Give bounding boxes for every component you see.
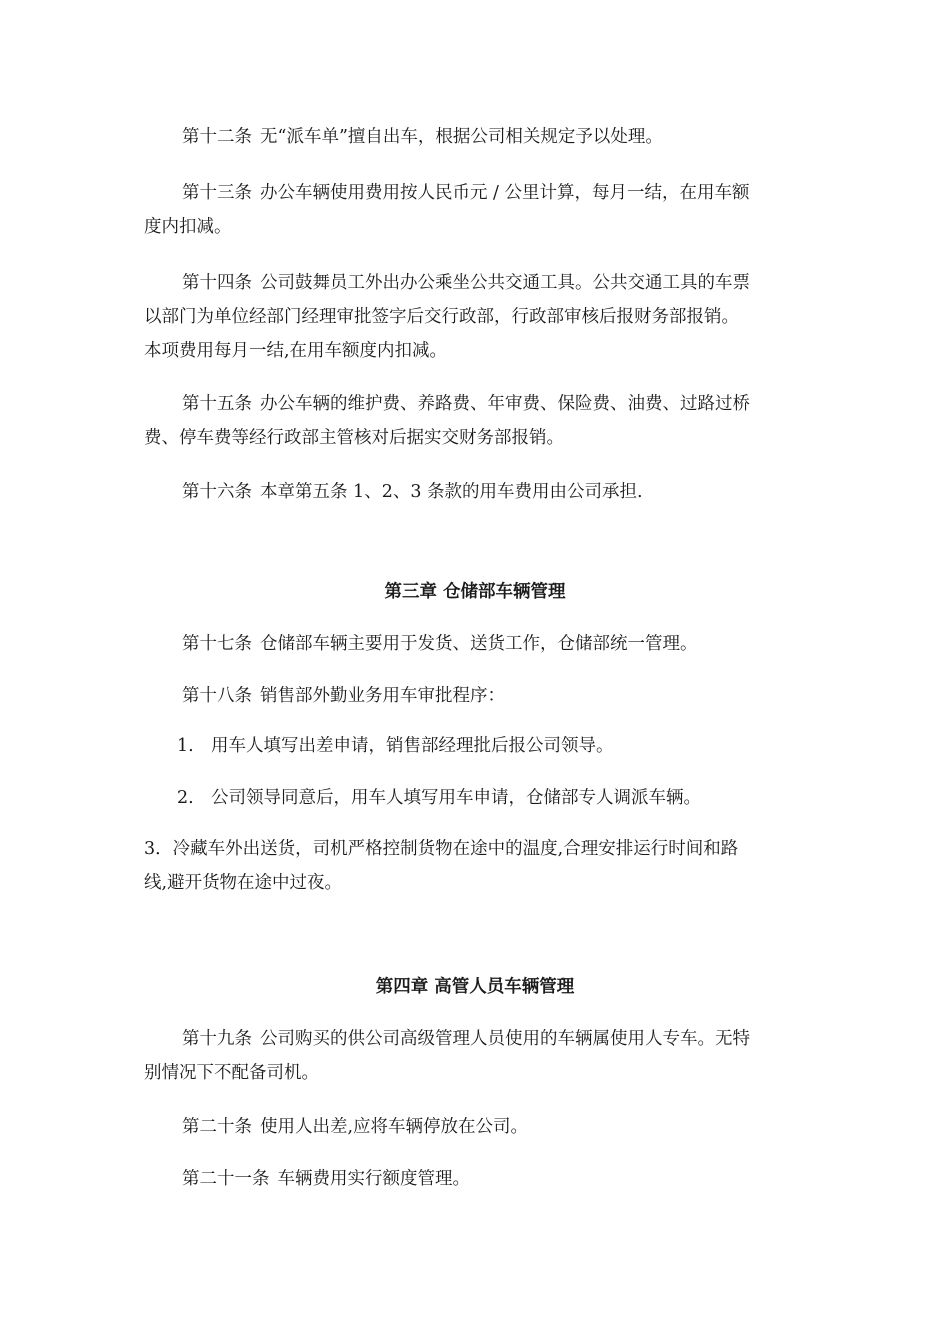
article-text-line: 别情况下不配备司机。 [144,1063,319,1083]
list-item-3 [144,832,814,900]
article-text: 无“派车单”擅自出车，根据公司相关规定予以处理。 [260,127,663,147]
article-20 [144,1110,814,1144]
article-text-line: 办公车辆使用费用按人民币元 / 公里计算，每月一结，在用车额 [260,183,750,203]
article-text-line: 以部门为单位经部门经理审批签字后交行政部，行政部审核后报财务部报销。 [144,307,739,327]
list-text-line: 线,避开货物在途中过夜。 [144,873,343,893]
article-21 [144,1162,814,1196]
list-text-line: 3．冷藏车外出送货，司机严格控制货物在途中的温度,合理安排运行时间和路 [144,839,739,859]
article-number: 第十三条 [182,183,252,203]
article-number: 第十四条 [182,273,252,293]
article-19 [144,1022,814,1090]
list-item-2 [177,781,817,815]
article-14 [144,266,814,368]
article-16 [144,475,814,509]
article-text-line: 公司鼓舞员工外出办公乘坐公共交通工具。公共交通工具的车票 [260,273,750,293]
article-text: 本章第五条 1、2、3 条款的用车费用由公司承担. [260,482,643,502]
chapter-3-heading: 第三章 仓储部车辆管理 [384,582,566,602]
article-text-line: 公司购买的供公司高级管理人员使用的车辆属使用人专车。无特 [260,1029,750,1049]
article-12 [144,120,814,154]
list-number: 2. [177,788,194,808]
article-text: 销售部外勤业务用车审批程序： [260,686,505,706]
article-13 [144,176,814,244]
article-number: 第十九条 [182,1029,252,1049]
list-number: 1. [177,736,194,756]
article-text-line: 费、停车费等经行政部主管核对后据实交财务部报销。 [144,428,564,448]
article-text-line: 本项费用每月一结,在用车额度内扣减。 [144,341,448,361]
article-number: 第十七条 [182,634,252,654]
article-number: 第十八条 [182,686,252,706]
article-text-line: 度内扣减。 [144,217,232,237]
article-15 [144,387,814,455]
list-item-1 [177,729,817,763]
article-17 [144,627,814,661]
article-text: 仓储部车辆主要用于发货、送货工作，仓储部统一管理。 [260,634,698,654]
article-number: 第十六条 [182,482,252,502]
article-number: 第十五条 [182,394,252,414]
article-number: 第十二条 [182,127,252,147]
article-number: 第二十条 [182,1117,252,1137]
article-text: 使用人出差,应将车辆停放在公司。 [260,1117,529,1137]
article-text: 车辆费用实行额度管理。 [277,1169,470,1189]
article-number: 第二十一条 [182,1169,270,1189]
list-text: 用车人填写出差申请，销售部经理批后报公司领导。 [211,736,614,756]
chapter-4-heading: 第四章 高管人员车辆管理 [375,977,575,997]
article-text-line: 办公车辆的维护费、养路费、年审费、保险费、油费、过路过桥 [260,394,750,414]
article-18 [144,679,814,713]
list-text: 公司领导同意后，用车人填写用车申请，仓储部专人调派车辆。 [211,788,701,808]
